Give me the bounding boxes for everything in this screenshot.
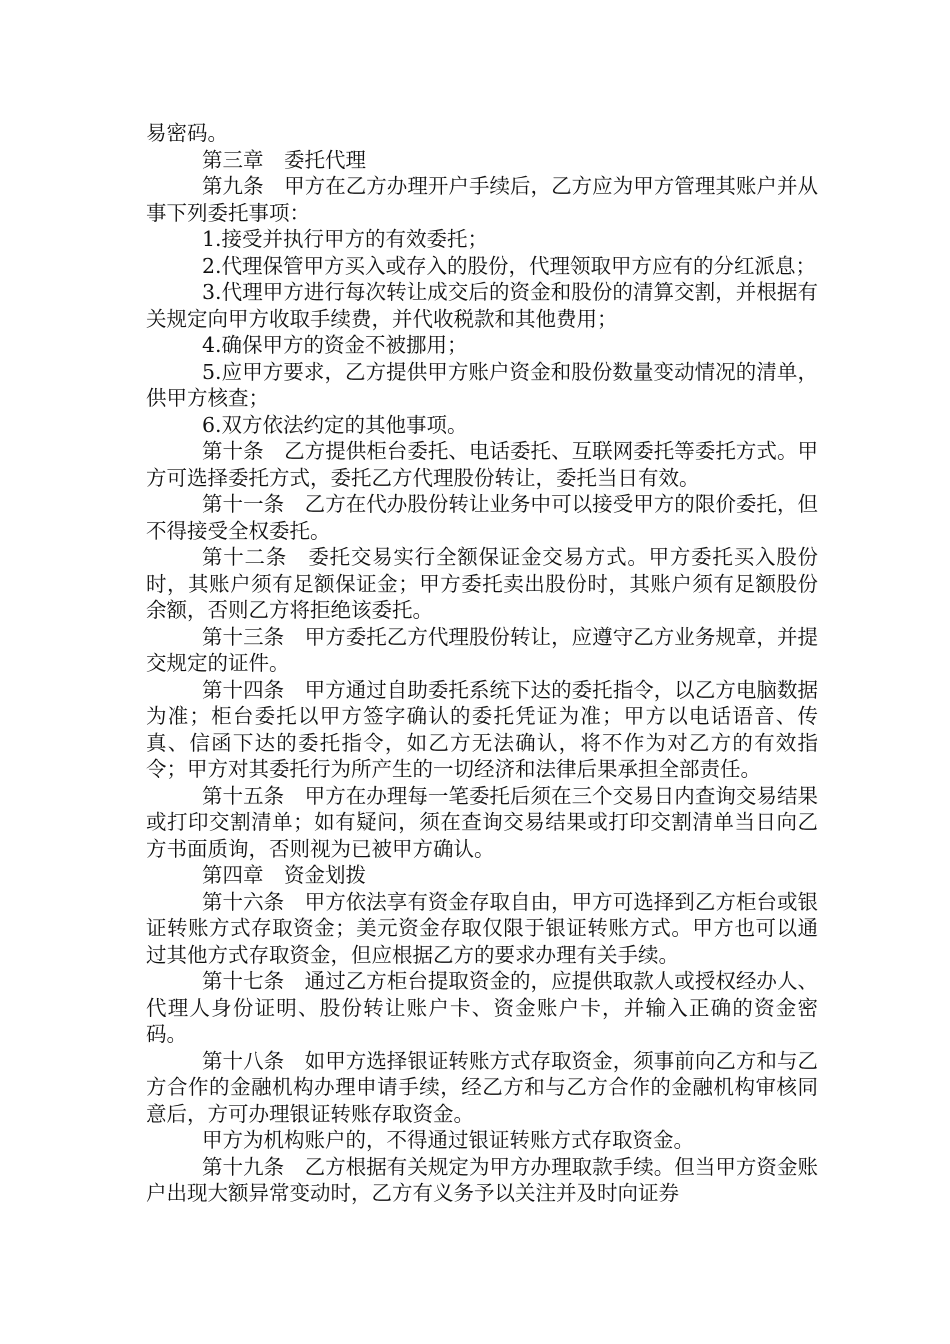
article-16: 第十六条 甲方依法享有资金存取自由，甲方可选择到乙方柜台或银证转账方式存取资金；美元资金存取仅限于银证转账方式。甲方也可以通过其他方式存取资金，但应根据乙方的要求办理有关手续。 [146, 889, 818, 967]
document-page [146, 120, 818, 1207]
continuation-paragraph: 易密码。 [146, 121, 228, 145]
article-11: 第十一条 乙方在代办股份转让业务中可以接受甲方的限价委托，但不得接受全权委托。 [146, 492, 818, 543]
article-9-item-6: 6.双方依法约定的其他事项。 [202, 412, 468, 437]
article-12: 第十二条 委托交易实行全额保证金交易方式。甲方委托买入股份时，其账户须有足额保证金；甲方委托卖出股份时，其账户须有足额股份余额，否则乙方将拒绝该委托。 [146, 545, 818, 622]
article-17: 第十七条 通过乙方柜台提取资金的，应提供取款人或授权经办人、代理人身份证明、股份转让账户卡、资金账户卡，并输入正确的资金密码。 [146, 969, 818, 1046]
article-9-item-3: 3.代理甲方进行每次转让成交后的资金和股份的清算交割，并根据有关规定向甲方收取手续费，并代收税款和其他费用； [146, 280, 818, 331]
article-9-item-4: 4.确保甲方的资金不被挪用； [202, 333, 468, 357]
article-18: 第十八条 如甲方选择银证转账方式存取资金，须事前向乙方和与乙方合作的金融机构办理申请手续，经乙方和与乙方合作的金融机构审核同意后，方可办理银证转账存取资金。 [146, 1048, 818, 1126]
article-15: 第十五条 甲方在办理每一笔委托后须在三个交易日内查询交易结果或打印交割清单；如有疑问，须在查询交易结果或打印交割清单当日向乙方书面质询，否则视为已被甲方确认。 [146, 783, 818, 861]
article-13: 第十三条 甲方委托乙方代理股份转让，应遵守乙方业务规章，并提交规定的证件。 [146, 624, 818, 675]
chapter-heading-4: 第四章 资金划拨 [202, 863, 366, 887]
chapter-heading-3: 第三章 委托代理 [202, 147, 366, 172]
article-9: 第九条 甲方在乙方办理开户手续后，乙方应为甲方管理其账户并从事下列委托事项： [146, 174, 818, 225]
article-14: 第十四条 甲方通过自助委托系统下达的委托指令，以乙方电脑数据为准；柜台委托以甲方签字确认的委托凭证为准；甲方以电话语音、传真、信函下达的委托指令，如乙方无法确认，将不作为对乙方的有效指令；甲方对其委托行为所产生的一切经济和法律后果承担全部责任。 [146, 677, 818, 781]
article-10: 第十条 乙方提供柜台委托、电话委托、互联网委托等委托方式。甲方可选择委托方式，委托乙方代理股份转让，委托当日有效。 [146, 439, 818, 490]
article-19: 第十九条 乙方根据有关规定为甲方办理取款手续。但当甲方资金账户出现大额异常变动时，乙方有义务予以关注并及时向证券 [146, 1154, 818, 1205]
article-9-item-5: 5.应甲方要求，乙方提供甲方账户资金和股份数量变动情况的清单，供甲方核查； [146, 359, 818, 410]
article-9-item-2: 2.代理保管甲方买入或存入的股份，代理领取甲方应有的分红派息； [202, 253, 817, 278]
article-9-item-1: 1.接受并执行甲方的有效委托； [202, 227, 489, 251]
article-18-note: 甲方为机构账户的，不得通过银证转账方式存取资金。 [202, 1128, 694, 1152]
